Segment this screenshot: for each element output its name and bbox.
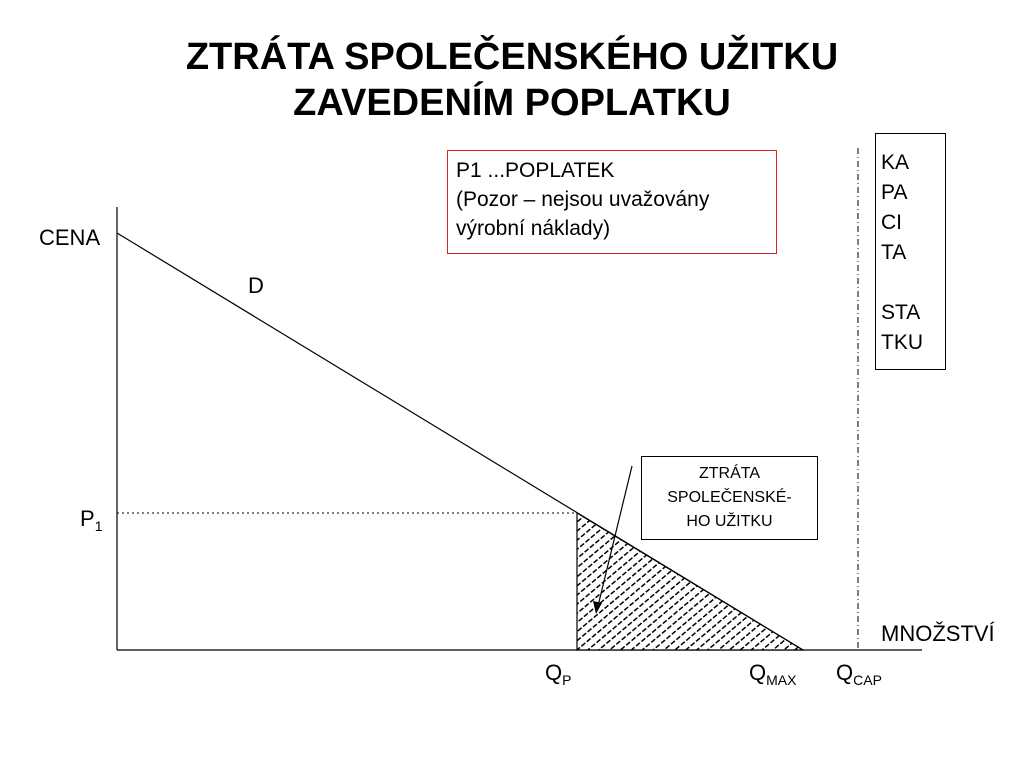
social-loss-line-2: SPOLEČENSKÉ-: [667, 489, 792, 506]
qmax-label: $Q_{MAX}$: [749, 660, 797, 688]
title-line-2: ZAVEDENÍM POPLATKU: [293, 82, 731, 124]
capacity-line-7: TKU: [881, 331, 923, 354]
capacity-box: [875, 133, 946, 370]
demand-curve: [117, 233, 803, 650]
y-axis-label: CENA: [39, 225, 101, 250]
demand-curve-label: D: [248, 273, 264, 298]
fee-note-line-3: výrobní náklady): [456, 217, 611, 240]
title-line-1: ZTRÁTA SPOLEČENSKÉHO UŽITKU: [185, 36, 839, 78]
fee-note-line-1: P1 ...POPLATEK: [456, 159, 615, 182]
capacity-line-1: KA: [881, 151, 910, 174]
social-loss-line-1: ZTRÁTA: [698, 465, 761, 482]
price-p1-label: $P_1$: [80, 506, 103, 534]
social-loss-box: [641, 456, 818, 540]
fee-note-line-2: (Pozor – nejsou uvažovány: [456, 188, 710, 211]
capacity-line-4: TA: [881, 241, 907, 264]
fee-note-box: [447, 150, 777, 254]
x-axis-label: MNOŽSTVÍ: [881, 621, 995, 646]
capacity-line-6: STA: [881, 301, 921, 324]
qcap-label: $Q_{CAP}$: [836, 660, 882, 688]
social-loss-line-3: HO UŽITKU: [686, 513, 773, 530]
capacity-line-3: CI: [881, 211, 902, 234]
capacity-line-2: PA: [881, 181, 908, 204]
capacity-line-5: [881, 268, 940, 298]
qp-label: $Q_P$: [545, 660, 572, 688]
